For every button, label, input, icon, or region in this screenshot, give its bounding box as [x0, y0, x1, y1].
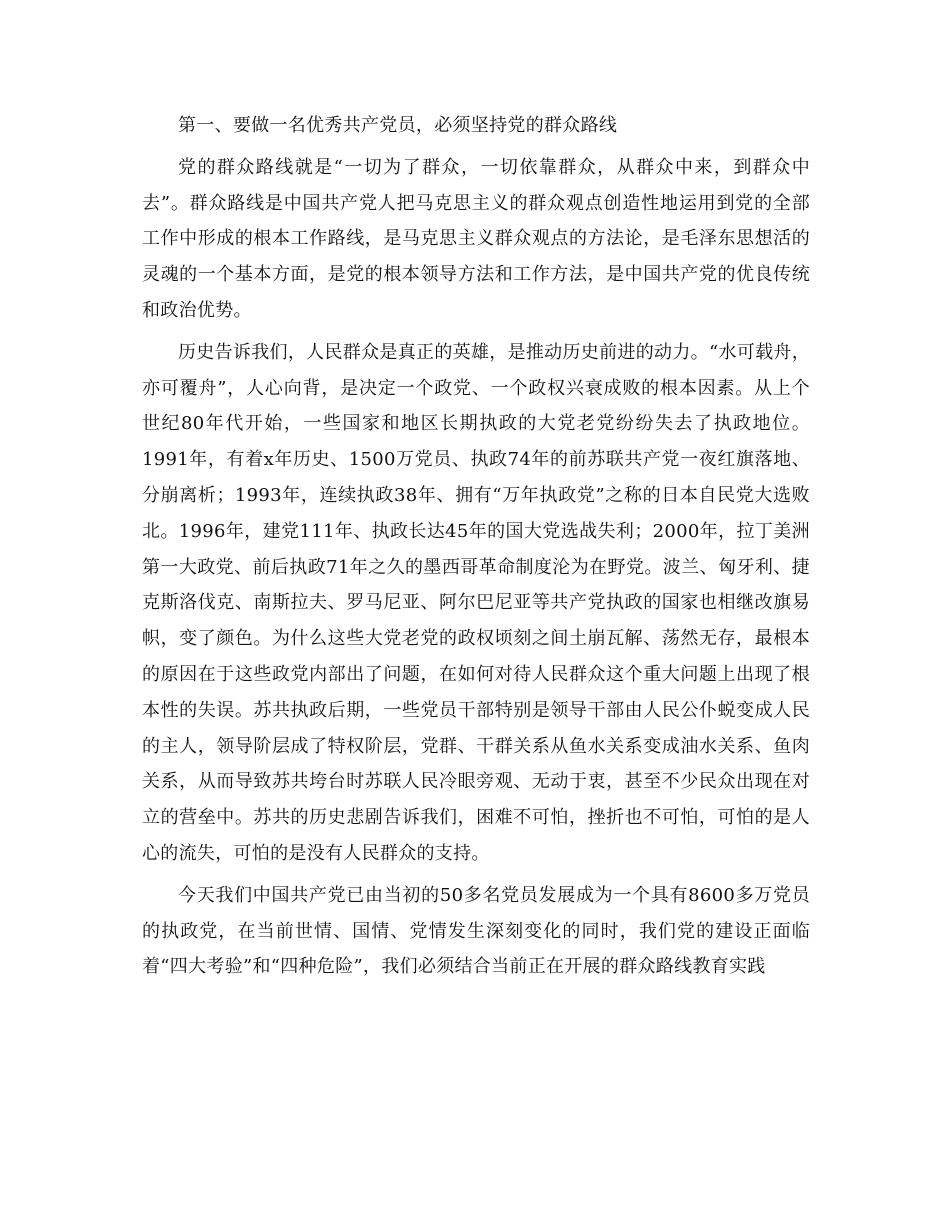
paragraph-current-challenges: 今天我们中国共产党已由当初的50多名党员发展成为一个具有8600多万党员的执政党，在当前世情、国情、党情发生深刻变化的同时，我们党的建设正面临着“四大考验”和“四种危险”，我们必须结合当前正在开展的群众路线教育实践 [142, 884, 810, 978]
section-heading: 第一、要做一名优秀共产党员，必须坚持党的群众路线 [178, 115, 618, 136]
document-body [142, 108, 810, 985]
paragraph-mass-line-definition: 党的群众路线就是“一切为了群众，一切依靠群众，从群众中来，到群众中去”。群众路线是中国共产党人把马克思主义的群众观点创造性地运用到党的全部工作中形成的根本工作路线，是马克思主义群众观点的方法论，是毛泽东思想活的灵魂的一个基本方面，是党的根本领导方法和工作方法，是中国共产党的优良传统和政治优势。 [142, 156, 810, 321]
paragraph-history-lessons: 历史告诉我们，人民群众是真正的英雄，是推动历史前进的动力。“水可载舟，亦可覆舟”，人心向背，是决定一个政党、一个政权兴衰成败的根本因素。从上个世纪80年代开始，一些国家和地区长期执政的大党老党纷纷失去了执政地位。1991年，有着x年历史、1500万党员、执政74年的前苏联共产党一夜红旗落地、分崩离析；1993年，连续执政38年、拥有“万年执政党”之称的日本自民党大选败北。1996年，建党111年、执政长达45年的国大党选战失利；2000年，拉丁美洲第一大政党、前后执政71年之久的墨西哥革命制度沦为在野党。波兰、匈牙利、捷克斯洛伐克、南斯拉夫、罗马尼亚、阿尔巴尼亚等共产党执政的国家也相继改旗易帜，变了颜色。为什么这些大党老党的政权顷刻之间土崩瓦解、荡然无存，最根本的原因在于这些政党内部出了问题，在如何对待人民群众这个重大问题上出现了根本性的失误。苏共执政后期，一些党员干部特别是领导干部由人民公仆蜕变成人民的主人，领导阶层成了特权阶层，党群、干群关系从鱼水关系变成油水关系、鱼肉关系，从而导致苏共垮台时苏联人民冷眼旁观、无动于衷，甚至不少民众出现在对立的营垒中。苏共的历史悲剧告诉我们，困难不可怕，挫折也不可怕，可怕的是人心的流失，可怕的是没有人民群众的支持。 [142, 341, 810, 864]
